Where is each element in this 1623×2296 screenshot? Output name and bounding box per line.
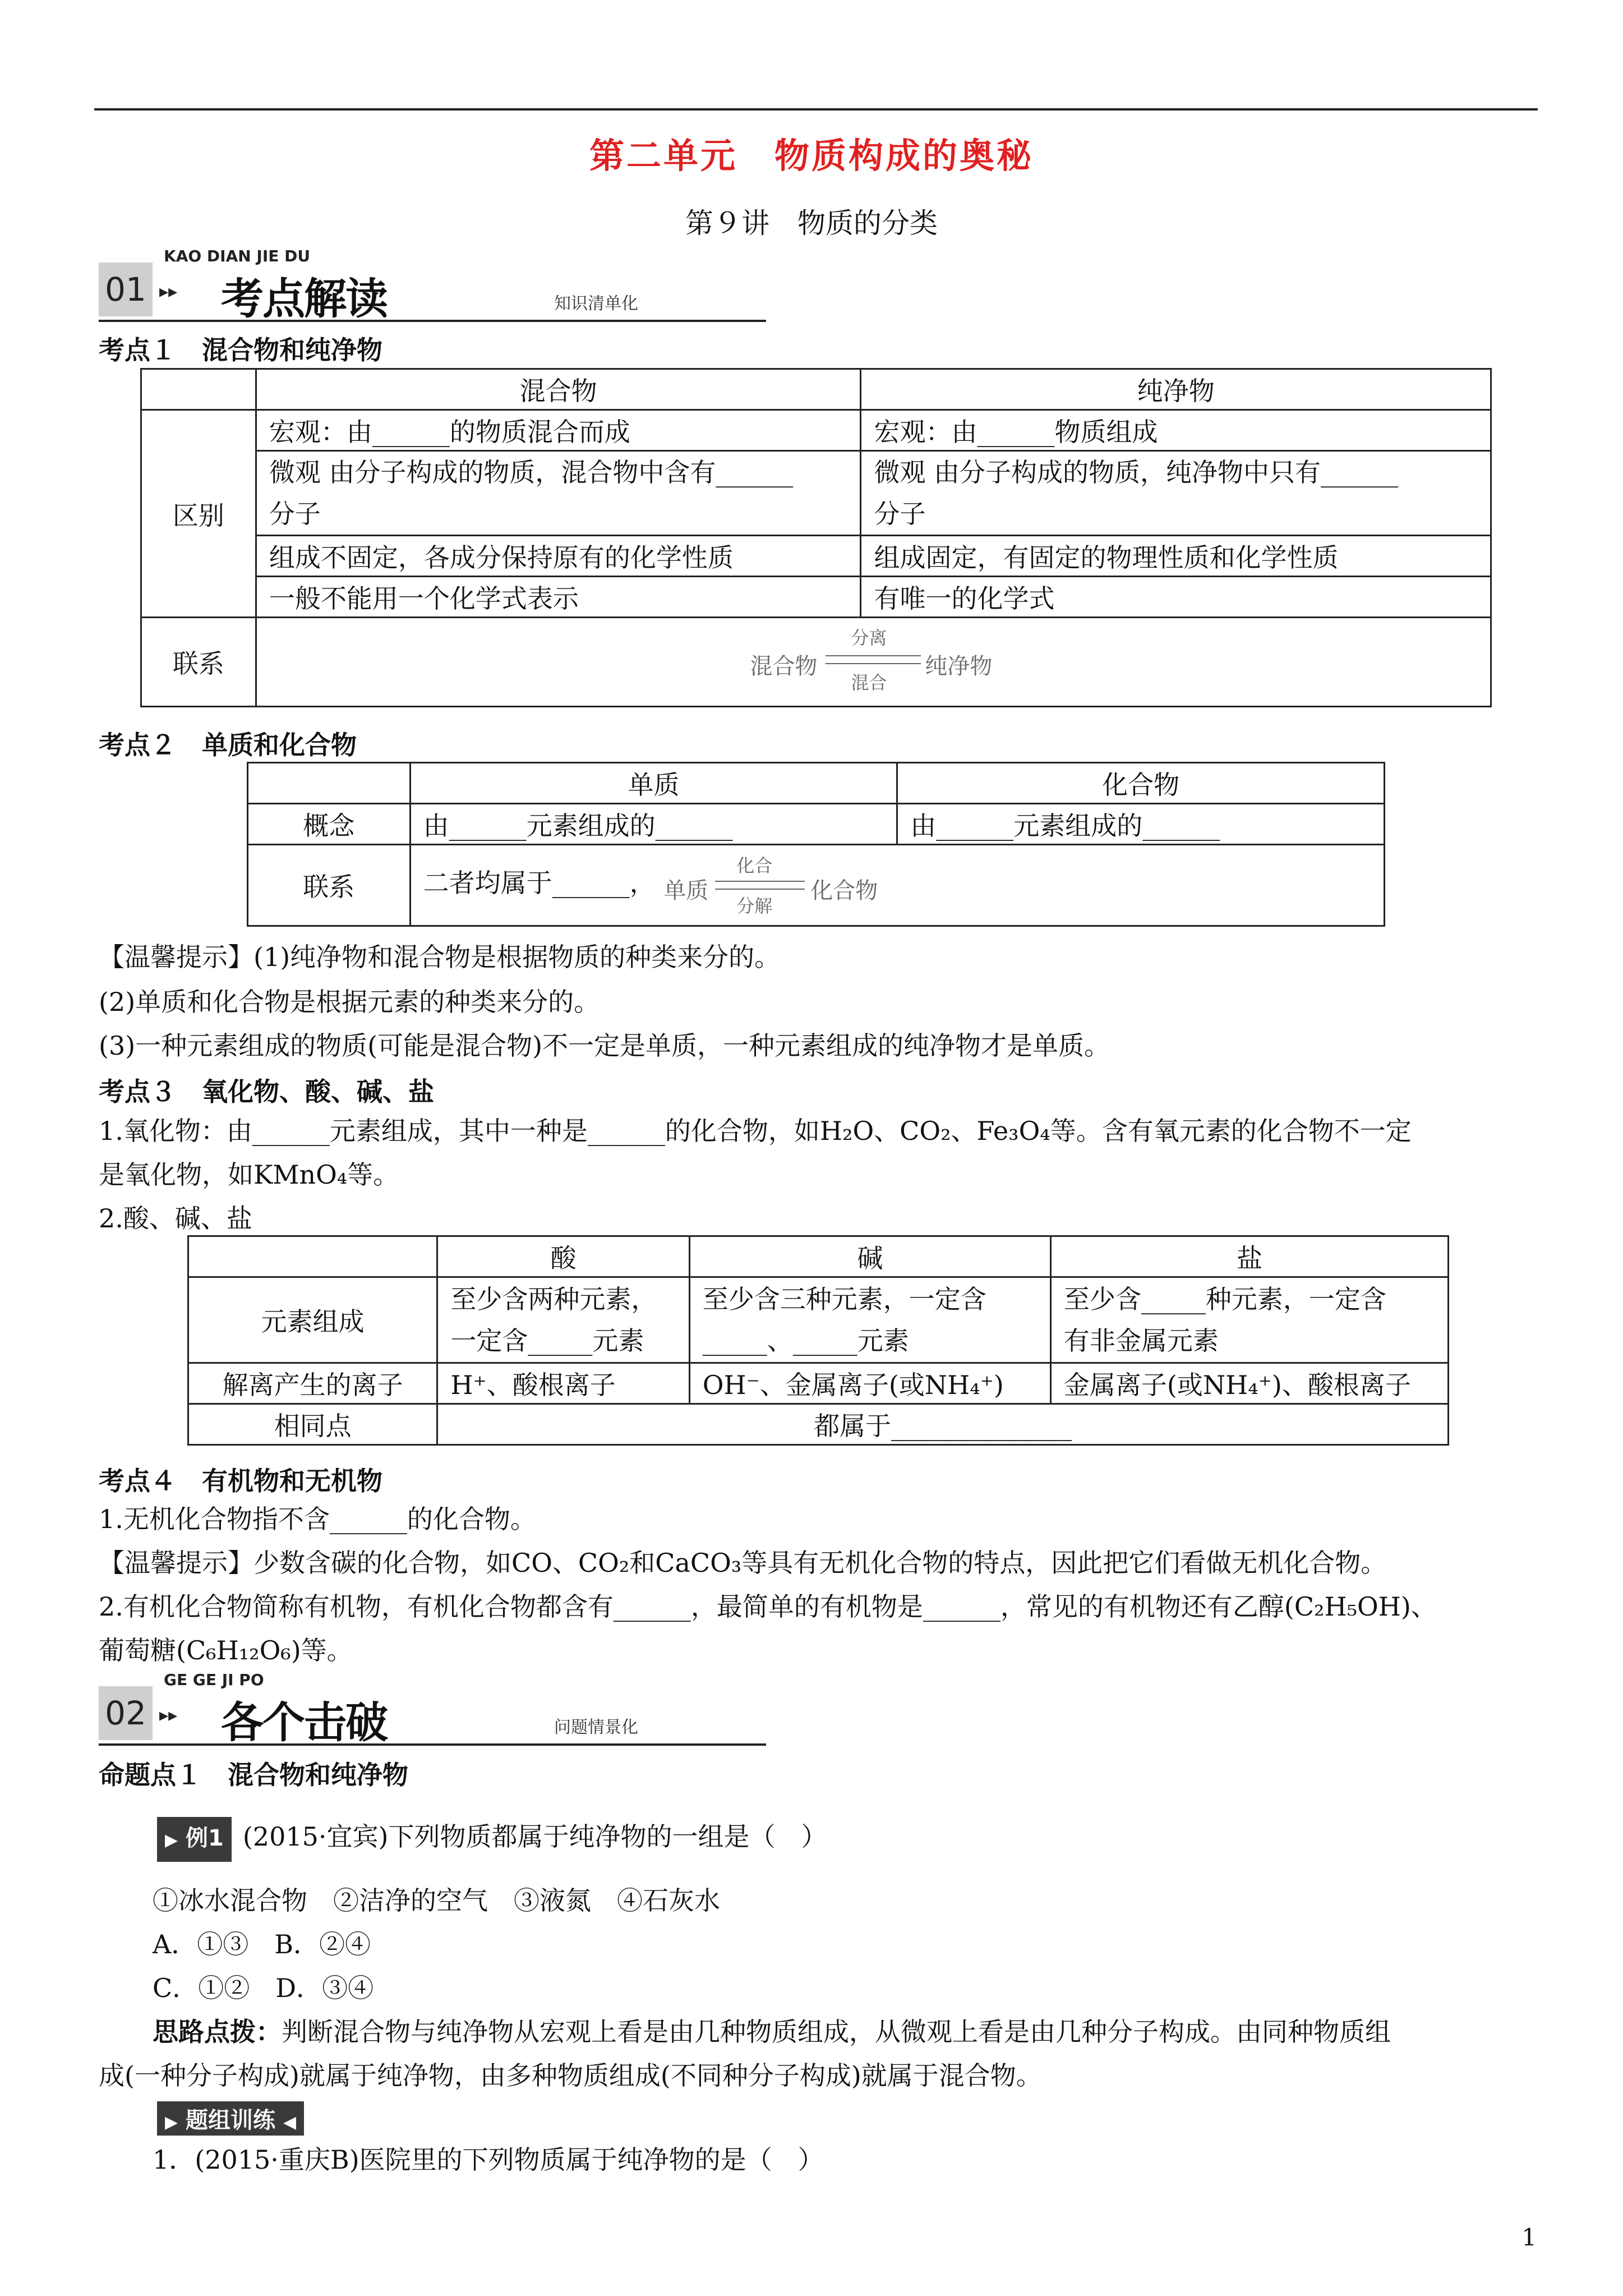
section-pinyin: KAO DIAN JIE DU [164,247,311,265]
hint-line-1 [153,2012,1391,2052]
play-triangle-icon: ▶ [165,2113,178,2132]
tip-line-3: (3)一种元素组成的物质(可能是混合物)不一定是单质，一种元素组成的纯净物才是单质。 [99,1030,1110,1061]
left-triangle-icon: ◀ [283,2113,297,2132]
group-training-badge [157,2101,304,2136]
cell-line: 至少含两种元素， [450,1284,657,1314]
relation-top: 分离 [851,627,887,648]
cell: 金属离子(或NH₄⁺)、酸根离子 [1050,1363,1448,1404]
section-number: 01 [99,263,153,316]
section-title: 各个击破 [221,1697,387,1747]
section-number: 02 [99,1686,153,1740]
hint-text: 判断混合物与纯净物从宏观上看是由几种物质组成，从微观上看是由几种分子构成。由同种物质组 [282,2017,1391,2047]
cell-line: 有非金属元素 [1063,1326,1219,1356]
relation-cell [410,845,1384,926]
section-title: 考点解读 [221,274,387,324]
tip-line-2: (2)单质和化合物是根据元素的种类来分的。 [99,987,600,1017]
question-1: 1．(2015·重庆B)医院里的下列物质属于纯净物的是（ ） [153,2145,824,2175]
section-header-2 [99,1671,766,1747]
arrow-right-icon [826,655,921,656]
header-mixture: 混合物 [256,369,861,410]
header-pure: 纯净物 [861,369,1491,410]
relation-bottom: 混合 [851,671,887,693]
cell: 都属于______________ [437,1404,1449,1445]
relation-top: 化合 [736,855,773,876]
double-arrow-icon: ▸▸ [159,280,178,302]
relation-left: 混合物 [750,653,818,679]
kd1-heading: 考点１ 混合物和纯净物 [99,335,382,365]
top-rule [94,108,1538,111]
example-badge [157,1817,232,1862]
cell: 一般不能用一个化学式表示 [256,577,861,618]
example-options: ①冰水混合物 ②洁净的空气 ③液氮 ④石灰水 [153,1885,720,1916]
relation-diagram [256,618,1491,707]
organic-tip: 【温馨提示】少数含碳的化合物，如CO、CO₂和CaCO₃等具有无机化合物的特点，因此把它们看做无机化合物。 [99,1548,1387,1578]
row-label-same: 相同点 [188,1404,437,1445]
kd1-table [140,368,1492,707]
header-acid: 酸 [437,1236,689,1277]
lesson-title: 第９讲 物质的分类 [685,207,938,240]
choice-ab: A．①③ B．②④ [153,1929,371,1959]
tip-line-1: 【温馨提示】(1)纯净物和混合物是根据物质的种类来分的。 [99,942,781,972]
row-label-ions: 解离产生的离子 [188,1363,437,1404]
cell: 组成不固定，各成分保持原有的化学性质 [256,536,861,577]
unit-title: 第二单元 物质构成的奥秘 [589,135,1034,176]
oxide-line-2: 是氧化物，如KMnO₄等。 [99,1159,399,1190]
double-arrow-icon: ▸▸ [159,1704,178,1726]
play-triangle-icon: ▶ [165,1830,178,1850]
kd3-heading: 考点３ 氧化物、酸、碱、盐 [99,1076,434,1107]
choice-cd: C．①② D．③④ [153,1973,374,2003]
organic-line-1: 1.无机化合物指不含______的化合物。 [99,1504,536,1534]
hint-line-2: 成(一种分子构成)就属于纯净物，由多种物质组成(不同种分子构成)就属于混合物。 [99,2060,1042,2091]
cell: H⁺、酸根离子 [437,1363,689,1404]
header-compound: 化合物 [897,763,1385,804]
kd4-heading: 考点４ 有机物和无机物 [99,1466,382,1496]
cell-line: _____、_____元素 [702,1326,909,1356]
example-label: 例1 [186,1825,224,1851]
row-label-concept: 概念 [248,804,411,845]
relation-arrows [663,855,882,917]
acid-base-salt-title: 2.酸、碱、盐 [99,1203,252,1234]
section-tag: 问题情景化 [554,1718,638,1737]
row-label-diff: 区别 [141,410,256,618]
cell: OH⁻、金属离子(或NH₄⁺) [689,1363,1050,1404]
cell-line: 微观 由分子构成的物质，混合物中含有______ [269,457,794,487]
cell-line: 微观 由分子构成的物质，纯净物中只有______ [874,457,1399,487]
cell-line: 至少含三种元素，一定含 [702,1284,986,1314]
cell: 由______元素组成的______ [897,804,1385,845]
group-label: 题组训练 [186,2108,276,2133]
section-underline [99,1743,766,1746]
header-base: 碱 [689,1236,1050,1277]
cell-line: 分子 [269,499,321,529]
example-1 [157,1816,827,1862]
oxide-line-1: 1.氧化物：由______元素组成，其中一种是______的化合物，如H₂O、CO₂、Fe₃O₄等。含有氧元素的化合物不一定 [99,1116,1412,1146]
relation-arrows [750,627,997,693]
group-badge [157,2101,304,2136]
blank-cell [248,763,411,804]
kd2-table [247,762,1385,927]
organic-line-2b: 葡萄糖(C₆H₁₂O₆)等。 [99,1635,353,1665]
cell: 由______元素组成的______ [410,804,897,845]
arrow-right-icon [715,881,805,882]
section-pinyin: GE GE JI PO [164,1671,264,1689]
relation-left: 单质 [663,878,709,904]
cell [861,451,1491,536]
header-single: 单质 [410,763,897,804]
cell [437,1277,689,1363]
cell [689,1277,1050,1363]
arrow-left-icon [715,889,805,890]
page-number: 1 [1521,2224,1537,2251]
row-label-link: 联系 [141,618,256,707]
acid-base-salt-table [187,1235,1449,1446]
cell [256,451,861,536]
row-label-elements: 元素组成 [188,1277,437,1363]
cell: 宏观：由______物质组成 [861,410,1491,451]
section-header-1 [99,247,766,324]
cell-line: 一定含_____元素 [450,1326,644,1356]
header-salt: 盐 [1050,1236,1448,1277]
cell [1050,1277,1448,1363]
blank-cell [141,369,256,410]
kd2-heading: 考点２ 单质和化合物 [99,730,357,760]
hint-label: 思路点拨： [153,2017,282,2047]
cell: 组成固定，有固定的物理性质和化学性质 [861,536,1491,577]
cell-line: 至少含_____种元素，一定含 [1063,1284,1386,1314]
cell: 宏观：由______的物质混合而成 [256,410,861,451]
relation-right: 纯净物 [925,653,993,679]
section-underline [99,320,766,322]
cell-line: 分子 [874,499,926,529]
relation-right: 化合物 [810,878,878,904]
relation-text: 二者均属于______， [423,868,656,898]
organic-line-2a: 2.有机化合物简称有机物，有机化合物都含有______，最简单的有机物是______，常见的有机物还有乙醇(C₂H₅OH)、 [99,1591,1437,1622]
row-label-link: 联系 [248,845,411,926]
relation-bottom: 分解 [736,895,773,917]
mt1-heading: 命题点１ 混合物和纯净物 [99,1760,408,1790]
blank-cell [188,1236,437,1277]
section-tag: 知识清单化 [554,294,638,314]
arrow-left-icon [826,663,921,664]
example-question: (2015·宜宾)下列物质都属于纯净物的一组是（ ） [242,1821,827,1852]
cell: 有唯一的化学式 [861,577,1491,618]
